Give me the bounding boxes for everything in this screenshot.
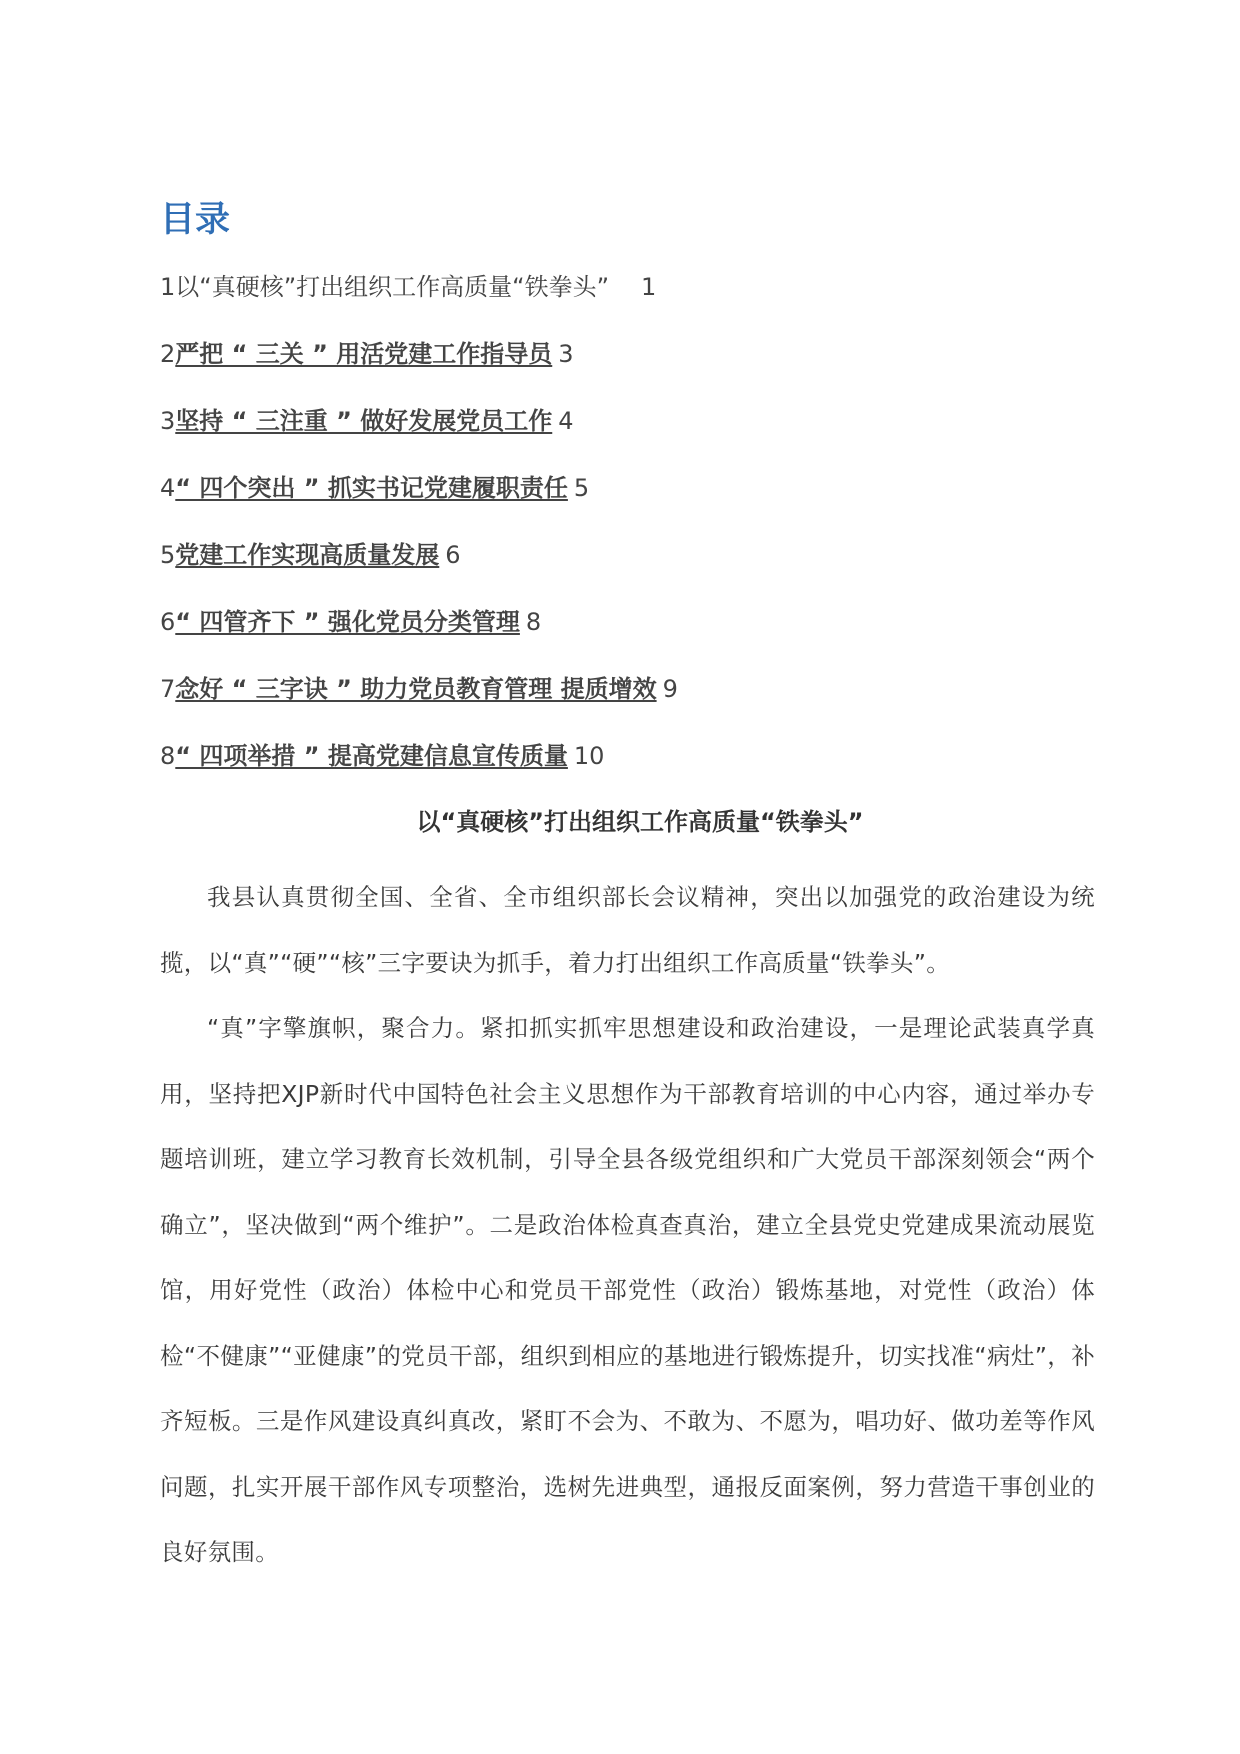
toc-entry-number: 2 <box>160 340 176 368</box>
toc-entry-number: 1 <box>160 273 176 301</box>
article-paragraph: 我县认真贯彻全国、全省、全市组织部长会议精神，突出以加强党的政治建设为统揽，以“真”“硬”“核”三字要诀为抓手，着力打出组织工作高质量“铁拳头”。 <box>160 883 1095 977</box>
toc-entry[interactable] <box>160 530 1120 597</box>
toc-entry[interactable] <box>160 463 1120 530</box>
toc-entry-number: 8 <box>160 742 176 770</box>
toc-entry-page-number: 9 <box>662 675 678 703</box>
article-title: 以“真硬核”打出组织工作高质量“铁拳头” <box>416 808 864 836</box>
article-paragraph: “真”字擎旗帜，聚合力。紧扣抓实抓牢思想建设和政治建设，一是理论武装真学真用，坚持把XJP新时代中国特色社会主义思想作为干部教育培训的中心内容，通过举办专题培训班，建立学习教育长效机制，引导全县各级党组织和广大党员干部深刻领会“两个确立”，坚决做到“两个维护”。二是政治体检真查真治，建立全县党史党建成果流动展览馆，用好党性（政治）体检中心和党员干部党性（政治）锻炼基地，对党性（政治）体检“不健康”“亚健康”的党员干部，组织到相应的基地进行锻炼提升，切实找准“病灶”，补齐短板。三是作风建设真纠真改，紧盯不会为、不敢为、不愿为，唱功好、做功差等作风问题，扎实开展干部作风专项整治，选树先进典型，通报反面案例，努力营造干事创业的良好氛围。 <box>160 1014 1095 1566</box>
toc-entry-number: 4 <box>160 474 176 502</box>
toc-entry-number: 3 <box>160 407 176 435</box>
toc-entry-link[interactable]: “ 四项举措 ” 提高党建信息宣传质量 <box>175 742 568 770</box>
toc-entry-link[interactable]: “ 四管齐下 ” 强化党员分类管理 <box>175 608 520 636</box>
toc-entry-link[interactable]: 以“真硬核”打出组织工作高质量“铁拳头” <box>175 273 610 301</box>
toc-entry-link[interactable]: “ 四个突出 ” 抓实书记党建履职责任 <box>175 474 568 502</box>
toc-entry-page-number: 1 <box>641 273 657 301</box>
toc-entry-page-number: 3 <box>558 340 574 368</box>
toc-entry-number: 6 <box>160 608 176 636</box>
toc-entry-number: 5 <box>160 541 176 569</box>
table-of-contents <box>160 262 1120 798</box>
toc-entry-number: 7 <box>160 675 176 703</box>
toc-entry-page-number: 4 <box>558 407 574 435</box>
toc-entry-page-number: 5 <box>573 474 590 502</box>
toc-entry-link[interactable]: 严把 “ 三关 ” 用活党建工作指导员 <box>175 340 553 368</box>
toc-entry[interactable] <box>160 396 1120 463</box>
toc-entry[interactable] <box>160 329 1120 396</box>
toc-entry[interactable] <box>160 664 1120 731</box>
toc-entry-link[interactable]: 坚持 “ 三注重 ” 做好发展党员工作 <box>175 407 553 435</box>
toc-entry-link[interactable]: 党建工作实现高质量发展 <box>175 541 440 569</box>
toc-title: 目录 <box>160 200 231 240</box>
toc-entry-page-number: 6 <box>445 541 461 569</box>
toc-entry-link[interactable]: 念好 “ 三字诀 ” 助力党员教育管理 提质增效 <box>175 675 657 703</box>
toc-entry[interactable] <box>160 731 1120 798</box>
toc-entry[interactable] <box>160 262 1120 329</box>
toc-entry[interactable] <box>160 597 1120 664</box>
toc-entry-page-number: 8 <box>525 608 542 636</box>
toc-entry-page-number: 10 <box>573 742 605 770</box>
article-body <box>160 865 1095 1586</box>
